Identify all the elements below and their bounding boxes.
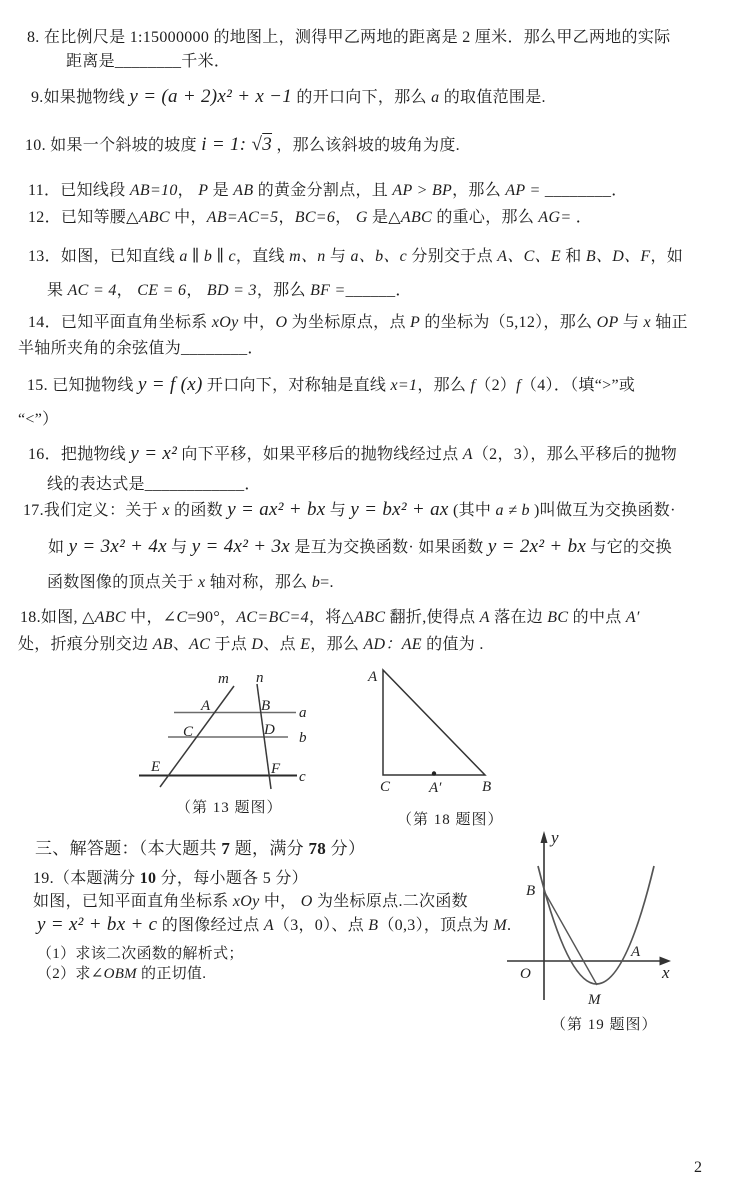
figure-q13-caption: （第 13 题图） (176, 800, 283, 816)
question-16-line-1: 16．把抛物线 y = x² 向下平移，如果平移后的抛物线经过点 A（2，3），那么平移后的抛物 (28, 443, 678, 464)
parabola-curve (538, 866, 654, 984)
question-19-line-2: 如图，已知平面直角坐标系 xOy 中， O 为坐标原点.二次函数 (33, 893, 468, 910)
question-19-line-3: y = x² + bx + c 的图像经过点 A（3，0）、点 B（0,3），顶点为 M. (37, 914, 512, 935)
question-17-line-1: 17.我们定义：关于 x 的函数 y = ax² + bx 与 y = bx² + ax (其中 a ≠ b )叫做互为交换函数· (23, 499, 676, 520)
figure-q18 (358, 658, 508, 800)
label-b: b (299, 730, 307, 746)
question-13-line-1: 13．如图，已知直线 a ∥ b ∥ c，直线 m、n 与 a、b、c 分别交于点 A、C、E 和 B、D、F，如 (28, 248, 684, 265)
label-c: c (299, 769, 306, 785)
q16-formula: y = x² (130, 443, 178, 464)
label-B: B (526, 883, 536, 899)
label-E: E (151, 759, 161, 775)
midpoint-A-prime-dot (432, 771, 436, 775)
question-17-line-2: 如 y = 3x² + 4x 与 y = 4x² + 3x 是互为交换函数· 如果函数 y = 2x² + bx 与它的交换 (48, 536, 672, 557)
question-19-part-2: （2）求∠OBM 的正切值. (37, 966, 207, 982)
question-10-line: 10. 如果一个斜坡的坡度 i = 1: √3 ，那么该斜坡的坡角为度. (25, 134, 460, 155)
page-number: 2 (694, 1159, 702, 1176)
question-18-line-2: 处，折痕分别交边 AB、AC 于点 D、点 E，那么 AD：AE 的值为 . (18, 636, 484, 653)
question-15-line-2: “<”） (18, 411, 59, 428)
label-A: A (201, 698, 211, 714)
q15-formula: y = f (x) (138, 374, 203, 395)
question-9-line: 9.如果抛物线 y = (a + 2)x² + x −1 的开口向下，那么 a 的取值范围是. (31, 86, 546, 107)
question-15-line-1: 15. 已知抛物线 y = f (x) 开口向下，对称轴是直线 x=1，那么 f（2）f（4）．（填“>”或 (27, 374, 636, 395)
question-19-part-1: （1）求该二次函数的解析式； (37, 946, 244, 962)
radicand: 3 (262, 134, 273, 155)
question-8-line-2 (66, 51, 230, 73)
label-D: D (264, 722, 275, 738)
label-m: m (218, 671, 229, 687)
question-8-line-1 (27, 27, 670, 49)
label-F: F (271, 761, 281, 777)
question-17-line-3: 函数图像的顶点关于 x 轴对称，那么 b=. (47, 574, 334, 591)
label-M: M (588, 992, 601, 1008)
question-14-line-1: 14．已知平面直角坐标系 xOy 中，O 为坐标原点，点 P 的坐标为（5,12），那么 OP 与 x 轴正 (28, 314, 688, 331)
segment-BM (544, 891, 597, 985)
figure-q18-caption: （第 18 题图） (397, 812, 504, 828)
label-A-prime: A′ (429, 780, 442, 796)
y-axis-arrow (541, 831, 548, 843)
q8-text: 8. 在比例尺是 1:15000000 的地图上，测得甲乙两地的距离是 2 厘米．那么甲乙两地的实际 (27, 29, 671, 46)
radical-sign: √ (251, 134, 263, 155)
question-18-line-1: 18.如图, △ABC 中，∠C=90°，AC=BC=4，将△ABC 翻折,使得点 A 落在边 BC 的中点 A′ (20, 609, 640, 626)
question-14-line-2: 半轴所夹角的余弦值为________． (18, 340, 264, 357)
question-13-line-2: 果 AC = 4， CE = 6， BD = 3，那么 BF =______． (47, 282, 412, 299)
section-3-header: 三、解答题：（本大题共 7 题，满分 78 分） (35, 839, 366, 858)
label-n: n (256, 670, 264, 686)
label-a: a (299, 705, 307, 721)
figure-q19 (495, 826, 685, 1012)
label-B: B (261, 698, 271, 714)
label-C: C (380, 779, 391, 795)
q8-blank: 距离是________千米． (66, 53, 231, 70)
figure-q19-caption: （第 19 题图） (551, 1017, 658, 1033)
label-A: A (631, 944, 641, 960)
question-11-line: 11．已知线段 AB=10， P 是 AB 的黄金分割点，且 AP > BP，那么 AP = ________． (28, 182, 628, 199)
label-C: C (183, 724, 194, 740)
figure-q13 (128, 660, 333, 800)
label-B: B (482, 779, 492, 795)
label-y-axis: y (551, 828, 559, 847)
label-A: A (368, 669, 378, 685)
label-origin: O (520, 966, 531, 982)
triangle-ABC (383, 670, 485, 775)
question-16-line-2: 线的表达式是____________． (47, 476, 261, 493)
q9-formula: y = (a + 2)x² + x −1 (129, 86, 293, 107)
q19-formula: y = x² + bx + c (37, 914, 158, 935)
question-12-line: 12．已知等腰△ABC 中，AB=AC=5，BC=6， G 是△ABC 的重心，那么 AG= ． (28, 209, 593, 226)
question-19-line-1: 19.（本题满分 10 分，每小题各 5 分） (33, 870, 308, 887)
label-x-axis: x (662, 963, 670, 982)
